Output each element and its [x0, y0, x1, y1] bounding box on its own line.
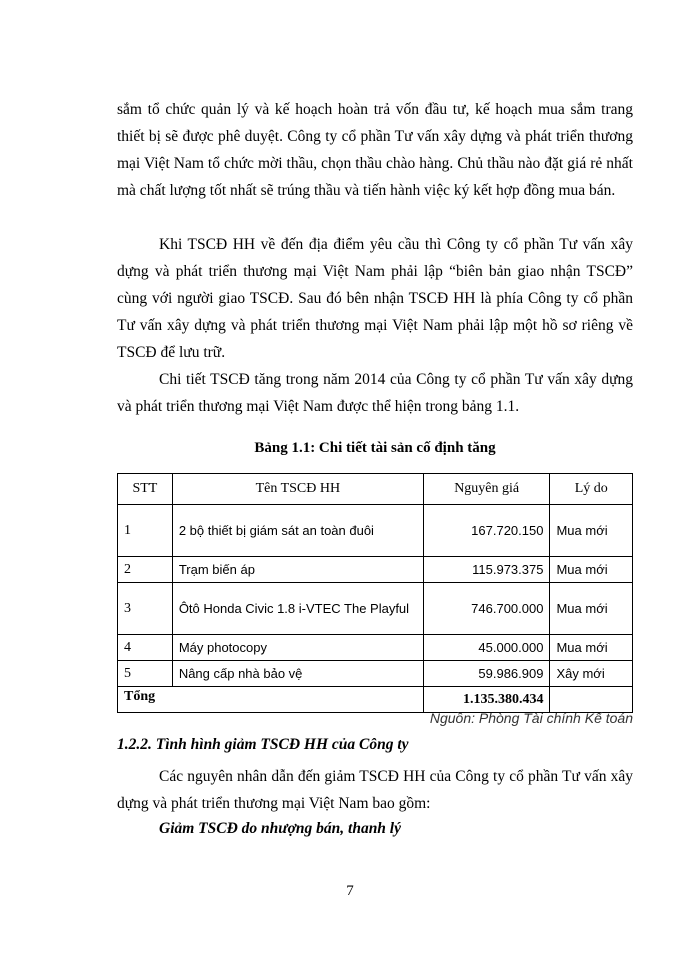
paragraph-4: Các nguyên nhân dẫn đến giảm TSCĐ HH của Công ty cổ phần Tư vấn xây dựng và phát triển thương mại Việt Nam bao gồm: [117, 768, 633, 812]
cell-stt: 3 [118, 583, 173, 635]
cell-value: 167.720.150 [423, 505, 550, 557]
table-row [118, 635, 633, 661]
cell-value: 746.700.000 [423, 583, 550, 635]
cell-stt: 4 [118, 635, 173, 661]
cell-value: 45.000.000 [423, 635, 550, 661]
table-header-row [118, 474, 633, 505]
cell-name: 2 bộ thiết bị giám sát an toàn đuôi [172, 505, 423, 557]
cell-reason: Mua mới [550, 557, 633, 583]
cell-reason: Mua mới [550, 505, 633, 557]
section-heading: 1.2.2. Tình hình giảm TSCĐ HH của Công ty [117, 736, 409, 753]
table-source: Nguồn: Phòng Tài chính Kế toán [429, 710, 633, 726]
header-stt: STT [118, 474, 173, 505]
cell-name: Nâng cấp nhà bảo vệ [172, 661, 423, 687]
paragraph-1: sắm tổ chức quản lý và kế hoạch hoàn trả vốn đầu tư, kế hoạch mua sắm trang thiết bị sẽ được phê duyệt. Công ty cổ phần Tư vấn xây dựng và phát triển thương mại Việt Nam tổ chức mời thầu, chọn thầu chào hàng. Chủ thầu nào đặt giá rẻ nhất mà chất lượng tốt nhất sẽ trúng thầu và tiến hành việc ký kết hợp đồng mua bán. [117, 101, 633, 199]
cell-stt: 2 [118, 557, 173, 583]
total-value: 1.135.380.434 [423, 687, 550, 713]
table-row [118, 583, 633, 635]
paragraph-3: Chi tiết TSCĐ tăng trong năm 2014 của Công ty cổ phần Tư vấn xây dựng và phát triển thương mại Việt Nam được thể hiện trong bảng 1.1. [117, 371, 633, 415]
paragraph-2: Khi TSCĐ HH về đến địa điểm yêu cầu thì Công ty cổ phần Tư vấn xây dựng và phát triển thương mại Việt Nam phải lập “biên bản giao nhận TSCĐ” cùng với người giao TSCĐ. Sau đó bên nhận TSCĐ HH là phía Công ty cổ phần Tư vấn xây dựng và phát triển thương mại Việt Nam phải lập một hồ sơ riêng về TSCĐ để lưu trữ. [117, 236, 633, 361]
cell-stt: 1 [118, 505, 173, 557]
asset-table [117, 473, 633, 713]
subheading: Giảm TSCĐ do nhượng bán, thanh lý [159, 820, 401, 837]
cell-value: 59.986.909 [423, 661, 550, 687]
cell-value: 115.973.375 [423, 557, 550, 583]
cell-reason: Xây mới [550, 661, 633, 687]
table-row [118, 557, 633, 583]
table-row [118, 505, 633, 557]
cell-reason: Mua mới [550, 583, 633, 635]
table-row [118, 661, 633, 687]
header-reason: Lý do [550, 474, 633, 505]
cell-name: Máy photocopy [172, 635, 423, 661]
total-reason-cell [550, 687, 633, 713]
cell-reason: Mua mới [550, 635, 633, 661]
cell-name: Ôtô Honda Civic 1.8 i-VTEC The Playful [172, 583, 423, 635]
header-name: Tên TSCĐ HH [172, 474, 423, 505]
page-number: 7 [346, 883, 354, 899]
total-label: Tổng [118, 687, 424, 713]
header-value: Nguyên giá [423, 474, 550, 505]
table-total-row [118, 687, 633, 713]
cell-stt: 5 [118, 661, 173, 687]
table-caption: Bảng 1.1: Chi tiết tài sản cố định tăng [254, 440, 496, 456]
cell-name: Trạm biến áp [172, 557, 423, 583]
